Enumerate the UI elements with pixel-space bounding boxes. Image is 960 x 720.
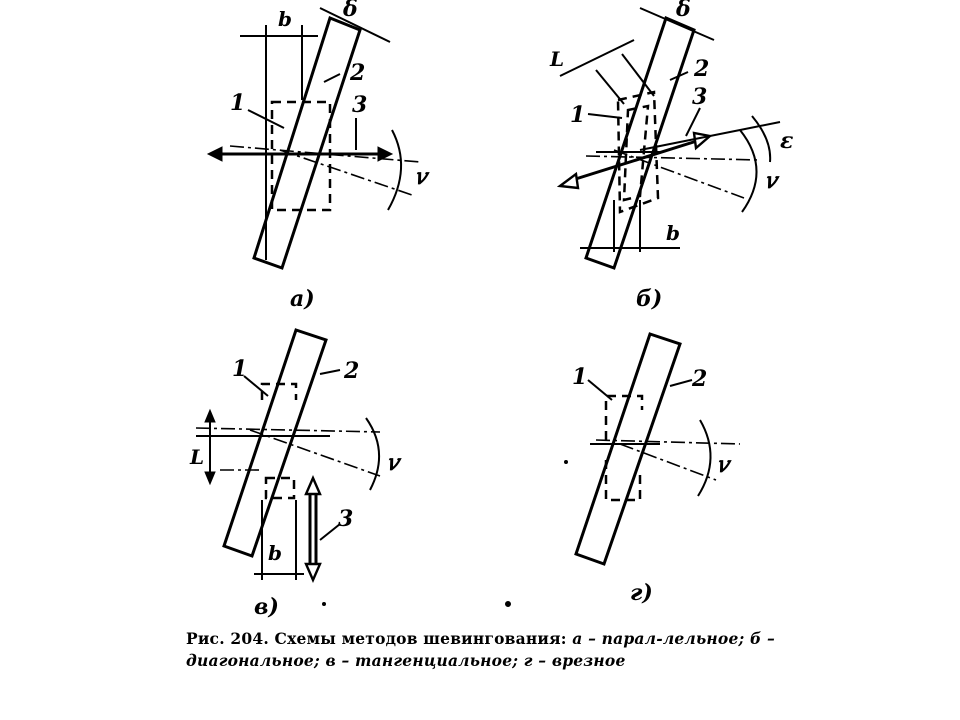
panel-b-axis: [586, 156, 760, 160]
panel-a-label-2: 2: [350, 60, 366, 86]
panel-a-leader-2: [324, 74, 340, 82]
speck: [323, 603, 326, 606]
panel-b-letter: б): [636, 286, 663, 312]
panel-c-leader-3: [320, 524, 340, 540]
panel-d-gear: [606, 460, 640, 500]
panel-d-label-v: 𝑣: [716, 452, 729, 478]
panel-a-gear: [272, 102, 330, 210]
panel-b-feed-line: [566, 140, 700, 182]
panel-c-angle-arc: [366, 418, 379, 490]
panel-c-label-b: b: [268, 541, 282, 565]
speck: [565, 461, 568, 464]
panel-d-leader-1: [588, 380, 612, 400]
speck: [506, 602, 511, 607]
panel-c-label-2: 2: [344, 358, 360, 384]
panel-a-cutter: [254, 18, 360, 268]
panel-b-feed-arrow-left: [560, 174, 578, 188]
panel-a-letter: а): [290, 286, 315, 312]
panel-c-letter: в): [254, 594, 279, 620]
panel-c-axis: [196, 428, 380, 432]
panel-c-feed-arrow-up: [306, 478, 320, 494]
panel-c-leader-2: [320, 370, 340, 374]
panel-c-tangential: [189, 330, 402, 620]
panel-c-leader-1: [244, 376, 268, 396]
caption-head: Рис. 204. Схемы методов шевингования:: [186, 629, 567, 648]
panel-d-leader-2: [670, 380, 692, 386]
panel-b-leader-1: [588, 114, 622, 118]
panel-b-feed-arrow-right: [694, 133, 710, 148]
panel-d-label-2: 2: [692, 366, 708, 392]
panel-b-label-e: ε: [780, 128, 794, 154]
panel-d-label-1: 1: [572, 364, 588, 390]
panel-c-label-v: 𝑣: [386, 450, 399, 476]
panel-a-label-1: 1: [230, 90, 246, 116]
panel-b-label-v: 𝑣: [764, 168, 777, 194]
panel-c-gear-top: [262, 384, 296, 400]
panel-d-plunge: [572, 334, 740, 606]
panel-c-dim-L-arrow: [205, 410, 215, 422]
panel-d-angle-arc: [698, 420, 711, 496]
panel-c-label-L: L: [190, 445, 205, 469]
panel-d-cutter: [576, 334, 680, 564]
panel-a-feed-arrow-left: [208, 147, 222, 161]
panel-b-axis-cutter: [614, 150, 744, 198]
panel-b-label-L: L: [550, 47, 565, 71]
panel-b-label-s: δ: [676, 0, 691, 22]
panel-b-ext-line: [622, 54, 654, 96]
panel-c-gear-bottom: [266, 478, 294, 498]
panel-a-label-s: δ: [343, 0, 358, 22]
figure-caption: [186, 628, 826, 672]
panel-b-diagonal: [549, 0, 793, 312]
panel-a-label-b: b: [278, 7, 292, 31]
panel-a-label-3: 3: [352, 92, 368, 118]
panel-b-label-b: b: [666, 221, 680, 245]
caption-body: а – парал-лельное; б – диагональное; в – тангенциальное; г – врезное: [186, 629, 775, 670]
panel-b-label-2: 2: [694, 56, 710, 82]
panel-a-parallel: [208, 0, 430, 312]
panel-b-label-3: 3: [692, 84, 708, 110]
panel-a-angle-arc: [388, 130, 401, 210]
panel-c-feed-arrow-down: [306, 564, 320, 580]
panel-c-label-1: 1: [232, 356, 248, 382]
panel-d-gear: [606, 396, 642, 440]
panel-c-label-3: 3: [338, 506, 354, 532]
panel-b-label-1: 1: [570, 102, 586, 128]
panel-c-dim-L-arrow: [205, 472, 215, 484]
panel-a-label-v: 𝑣: [414, 164, 427, 190]
panel-a-axis-cutter: [280, 150, 415, 196]
panel-d-letter: г): [630, 580, 653, 606]
panel-b-angle-arc: [740, 130, 757, 212]
